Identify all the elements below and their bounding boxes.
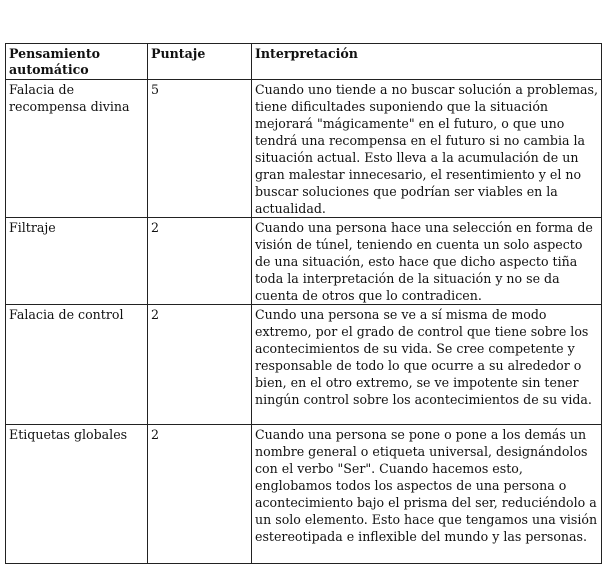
interpretation-cell: Cuando una persona hace una selección en forma de visión de túnel, teniendo en cuenta un solo aspecto de una situación, esto hace que dicho aspecto tiña toda la interpretación de la situación y no se da cuenta de otros que lo contradicen. — [252, 218, 602, 305]
interpretation-cell: Cuando uno tiende a no buscar solución a problemas, tiene dificultades suponiendo que la situación mejorará "mágicamente" en el futuro, o que uno tendrá una recompensa en el futuro si no cambia la situación actual. Esto lleva a la acumulación de un gran malestar innecesario, el resentimiento y el no buscar soluciones que podrían ser viables en la actualidad. — [252, 80, 602, 218]
score-cell: 2 — [148, 305, 252, 425]
table-header-row — [6, 44, 602, 80]
score-cell: 2 — [148, 218, 252, 305]
thought-cell: Falacia de recompensa divina — [6, 80, 148, 218]
automatic-thoughts-table — [5, 43, 602, 564]
table-row — [6, 80, 602, 218]
thought-cell: Etiquetas globales — [6, 425, 148, 564]
header-thought: Pensamiento automático — [6, 44, 148, 80]
header-score: Puntaje — [148, 44, 252, 80]
table-row — [6, 218, 602, 305]
score-cell: 2 — [148, 425, 252, 564]
table-row — [6, 305, 602, 425]
header-interpretation: Interpretación — [252, 44, 602, 80]
interpretation-cell: Cundo una persona se ve a sí misma de modo extremo, por el grado de control que tiene sobre los acontecimientos de su vida. Se cree competente y responsable de todo lo que ocurre a su alrededor o bien, en el otro extremo, se ve impotente sin tener ningún control sobre los acontecimientos de su vida. — [252, 305, 602, 425]
thought-cell: Falacia de control — [6, 305, 148, 425]
score-cell: 5 — [148, 80, 252, 218]
interpretation-cell: Cuando una persona se pone o pone a los demás un nombre general o etiqueta universal, designándolos con el verbo "Ser". Cuando hacemos esto, englobamos todos los aspectos de una persona o acontecimiento bajo el prisma del ser, reduciéndolo a un solo elemento. Esto hace que tengamos una visión estereotipada e inflexible del mundo y las personas. — [252, 425, 602, 564]
table-row — [6, 425, 602, 564]
thought-cell: Filtraje — [6, 218, 148, 305]
